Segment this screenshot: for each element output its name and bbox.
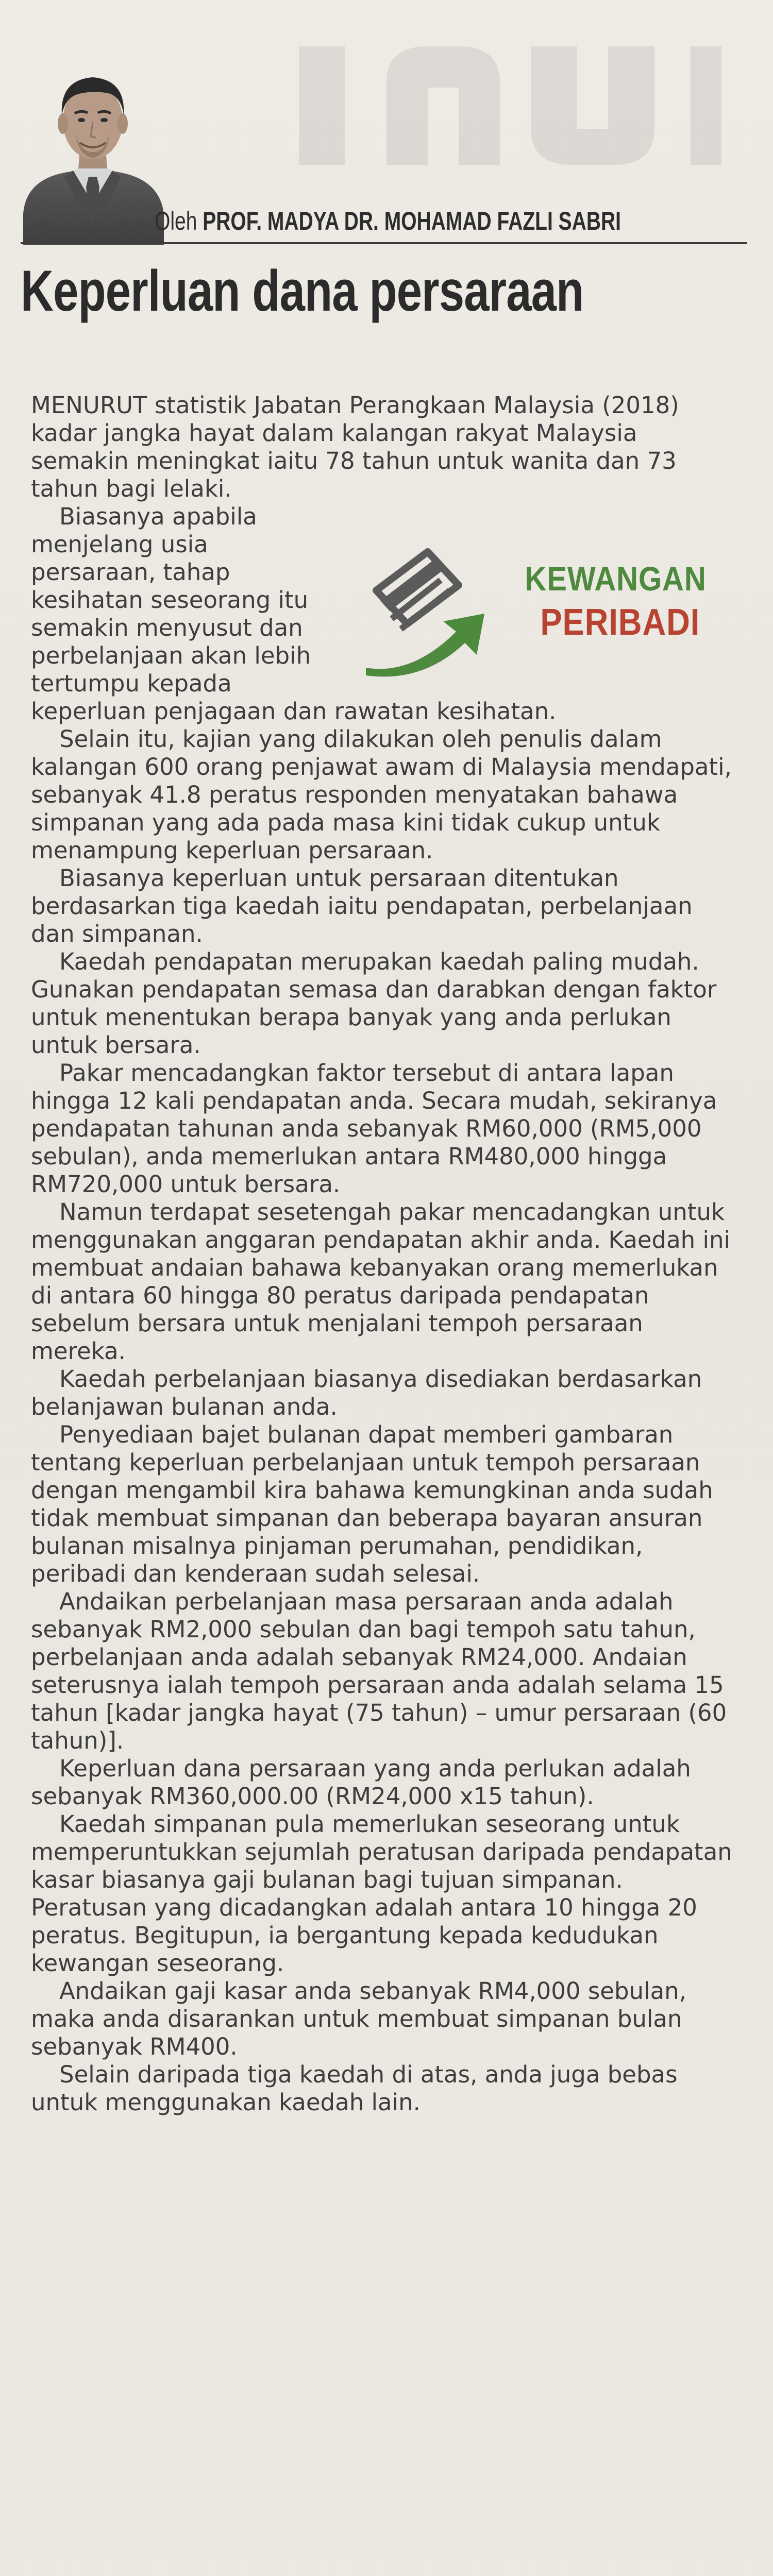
column-logo [345,523,737,686]
paragraph-10: Andaikan perbelanjaan masa persaraan anda adalah sebanyak RM2,000 sebulan dan bagi tempoh satu tahun, perbelanjaan anda adalah sebanyak RM24,000. Andaian seterusnya ialah tempoh persaraan anda adalah selama 15 tahun [kadar jangka hayat (75 tahun) – umur persaraan (60 tahun)]. [31,1588,727,1754]
byline-divider [21,242,747,244]
author-photo [15,49,170,245]
article-body [31,392,737,2116]
money-growth-arrow-icon [356,529,495,678]
column-logo-line2: PERIBADI [540,602,700,643]
paragraph-1: MENURUT statistik Jabatan Perangkaan Malaysia (2018) kadar jangka hayat dalam kalangan rakyat Malaysia semakin meningkat iaitu 78 tahun untuk wanita dan 73 tahun bagi lelaki. [31,392,679,502]
paragraph-2-text: Biasanya apabila menjelang usia persaraan, tahap kesihatan seseorang itu semakin menyusut dan perbelanjaan akan lebih tertumpu kepada keperluan penjagaan dan rawatan kesihatan. [31,503,557,725]
paragraph-4: Biasanya keperluan untuk persaraan ditentukan berdasarkan tiga kaedah iaitu pendapatan, perbelanjaan dan simpanan. [31,865,693,947]
background-watermark [170,5,768,196]
paragraph-12: Kaedah simpanan pula memerlukan seseorang untuk memperuntukkan sejumlah peratusan daripada pendapatan kasar biasanya gaji bulanan bagi tujuan simpanan. Peratusan yang dicadangkan adalah antara 10 hingga 20 peratus. Begitupun, ia bergantung kepada kedudukan kewangan seseorang. [31,1810,732,1977]
column-logo-line1: KEWANGAN [525,560,707,598]
paragraph-7: Namun terdapat sesetengah pakar mencadangkan untuk menggunakan anggaran pendapatan akhir anda. Kaedah ini membuat andaian bahawa kebanyakan orang memerlukan di antara 60 hingga 80 peratus daripada pendapatan sebelum bersara untuk menjalani tempoh persaraan mereka. [31,1198,731,1365]
paragraph-2 [31,503,737,725]
byline [155,206,621,236]
paragraph-6: Pakar mencadangkan faktor tersebut di antara lapan hingga 12 kali pendapatan anda. Secara mudah, sekiranya pendapatan tahunan anda sebanyak RM60,000 (RM5,000 sebulan), anda memerlukan antara RM480,000 hingga RM720,000 untuk bersara. [31,1059,717,1198]
paragraph-9: Penyediaan bajet bulanan dapat memberi gambaran tentang keperluan perbelanjaan untuk tempoh persaraan dengan mengambil kira bahawa kemungkinan anda sudah tidak membuat simpanan dan beberapa bayaran ansuran bulanan misalnya pinjaman perumahan, pendidikan, peribadi dan kenderaan sudah selesai. [31,1421,713,1587]
paragraph-14: Selain daripada tiga kaedah di atas, anda juga bebas untuk menggunakan kaedah lain. [31,2061,678,2116]
paragraph-5: Kaedah pendapatan merupakan kaedah paling mudah. Gunakan pendapatan semasa dan darabkan dengan faktor untuk menentukan berapa banyak yang anda perlukan untuk bersara. [31,948,717,1059]
paragraph-11: Keperluan dana persaraan yang anda perlukan adalah sebanyak RM360,000.00 (RM24,000 x15 tahun). [31,1755,691,1810]
author-name: PROF. MADYA DR. MOHAMAD FAZLI SABRI [203,207,621,235]
watermark-shape [170,5,768,196]
paragraph-3: Selain itu, kajian yang dilakukan oleh penulis dalam kalangan 600 orang penjawat awam di Malaysia mendapati, sebanyak 41.8 peratus responden menyatakan bahawa simpanan yang ada pada masa kini tidak cukup untuk menampung keperluan persaraan. [31,725,732,864]
byline-prefix: Oleh [155,207,197,235]
paragraph-13: Andaikan gaji kasar anda sebanyak RM4,000 sebulan, maka anda disarankan untuk membuat simpanan bulan sebanyak RM400. [31,1977,686,2060]
article-headline: Keperluan dana persaraan [21,259,584,323]
paragraph-8: Kaedah perbelanjaan biasanya disediakan berdasarkan belanjawan bulanan anda. [31,1365,702,1420]
